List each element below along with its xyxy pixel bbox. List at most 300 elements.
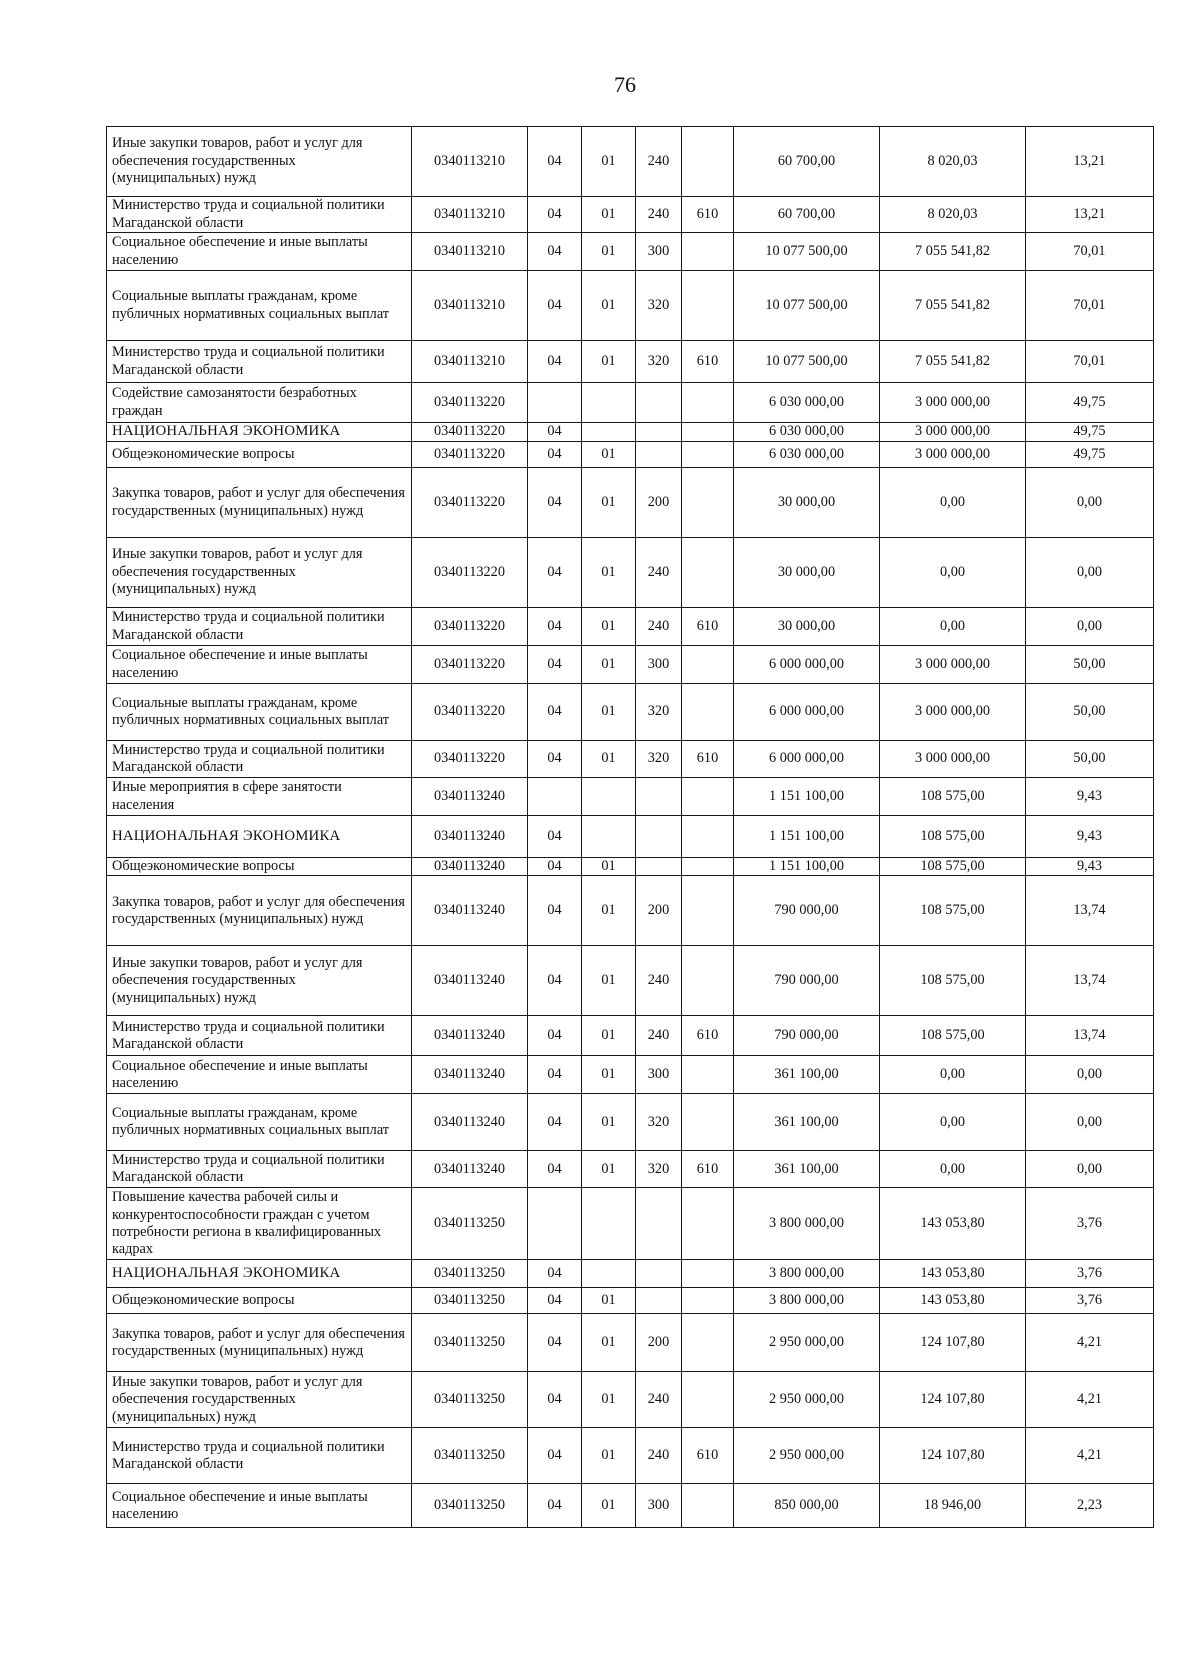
execution-percent: 49,75 bbox=[1026, 442, 1154, 468]
section-code: 04 bbox=[528, 197, 582, 233]
table-row bbox=[107, 423, 1154, 442]
table-row bbox=[107, 946, 1154, 1016]
table-row bbox=[107, 1428, 1154, 1484]
expense-type-code: 320 bbox=[636, 741, 682, 778]
target-article-code: 0340113210 bbox=[412, 341, 528, 383]
expense-type-code bbox=[636, 423, 682, 442]
planned-amount: 1 151 100,00 bbox=[734, 858, 880, 876]
executed-amount: 108 575,00 bbox=[880, 1016, 1026, 1056]
target-article-code: 0340113250 bbox=[412, 1260, 528, 1288]
expense-name: Общеэкономические вопросы bbox=[107, 1288, 412, 1314]
administrator-code bbox=[682, 1094, 734, 1151]
expense-name: Социальное обеспечение и иные выплаты населению bbox=[107, 233, 412, 271]
executed-amount: 7 055 541,82 bbox=[880, 233, 1026, 271]
execution-percent: 3,76 bbox=[1026, 1260, 1154, 1288]
execution-percent: 3,76 bbox=[1026, 1188, 1154, 1260]
subsection-code: 01 bbox=[582, 1016, 636, 1056]
executed-amount: 0,00 bbox=[880, 468, 1026, 538]
expense-type-code: 320 bbox=[636, 1151, 682, 1188]
section-code: 04 bbox=[528, 876, 582, 946]
executed-amount: 0,00 bbox=[880, 1151, 1026, 1188]
administrator-code bbox=[682, 423, 734, 442]
expense-name: НАЦИОНАЛЬНАЯ ЭКОНОМИКА bbox=[107, 423, 412, 442]
expense-name: Социальное обеспечение и иные выплаты населению bbox=[107, 1484, 412, 1528]
planned-amount: 6 000 000,00 bbox=[734, 741, 880, 778]
executed-amount: 124 107,80 bbox=[880, 1428, 1026, 1484]
planned-amount: 3 800 000,00 bbox=[734, 1288, 880, 1314]
subsection-code: 01 bbox=[582, 876, 636, 946]
subsection-code: 01 bbox=[582, 442, 636, 468]
expense-type-code bbox=[636, 442, 682, 468]
execution-percent: 50,00 bbox=[1026, 684, 1154, 741]
execution-percent: 70,01 bbox=[1026, 271, 1154, 341]
planned-amount: 30 000,00 bbox=[734, 608, 880, 646]
executed-amount: 7 055 541,82 bbox=[880, 341, 1026, 383]
administrator-code bbox=[682, 233, 734, 271]
expense-type-code bbox=[636, 778, 682, 816]
expense-name: Закупка товаров, работ и услуг для обеспечения государственных (муниципальных) нужд bbox=[107, 468, 412, 538]
section-code: 04 bbox=[528, 646, 582, 684]
table-row bbox=[107, 233, 1154, 271]
executed-amount: 8 020,03 bbox=[880, 197, 1026, 233]
administrator-code bbox=[682, 684, 734, 741]
executed-amount: 0,00 bbox=[880, 608, 1026, 646]
administrator-code bbox=[682, 778, 734, 816]
section-code: 04 bbox=[528, 341, 582, 383]
expense-type-code bbox=[636, 816, 682, 858]
planned-amount: 30 000,00 bbox=[734, 538, 880, 608]
execution-percent: 4,21 bbox=[1026, 1314, 1154, 1372]
table-row bbox=[107, 1484, 1154, 1528]
expense-name: Содействие самозанятости безработных граждан bbox=[107, 383, 412, 423]
planned-amount: 850 000,00 bbox=[734, 1484, 880, 1528]
expense-type-code: 240 bbox=[636, 1016, 682, 1056]
expense-type-code: 200 bbox=[636, 468, 682, 538]
target-article-code: 0340113220 bbox=[412, 442, 528, 468]
executed-amount: 3 000 000,00 bbox=[880, 442, 1026, 468]
table-row bbox=[107, 741, 1154, 778]
execution-percent: 9,43 bbox=[1026, 858, 1154, 876]
target-article-code: 0340113240 bbox=[412, 858, 528, 876]
target-article-code: 0340113240 bbox=[412, 778, 528, 816]
expense-name: Иные закупки товаров, работ и услуг для обеспечения государственных (муниципальных) нужд bbox=[107, 127, 412, 197]
executed-amount: 8 020,03 bbox=[880, 127, 1026, 197]
execution-percent: 4,21 bbox=[1026, 1372, 1154, 1428]
expense-type-code: 240 bbox=[636, 1372, 682, 1428]
subsection-code: 01 bbox=[582, 233, 636, 271]
executed-amount: 0,00 bbox=[880, 538, 1026, 608]
planned-amount: 2 950 000,00 bbox=[734, 1428, 880, 1484]
subsection-code: 01 bbox=[582, 538, 636, 608]
administrator-code: 610 bbox=[682, 608, 734, 646]
expense-name: Социальные выплаты гражданам, кроме публичных нормативных социальных выплат bbox=[107, 1094, 412, 1151]
expense-type-code: 240 bbox=[636, 538, 682, 608]
executed-amount: 3 000 000,00 bbox=[880, 383, 1026, 423]
table-row bbox=[107, 1288, 1154, 1314]
subsection-code: 01 bbox=[582, 1056, 636, 1094]
administrator-code bbox=[682, 1188, 734, 1260]
target-article-code: 0340113240 bbox=[412, 1056, 528, 1094]
section-code: 04 bbox=[528, 684, 582, 741]
subsection-code: 01 bbox=[582, 946, 636, 1016]
table-row bbox=[107, 341, 1154, 383]
expense-name: Закупка товаров, работ и услуг для обеспечения государственных (муниципальных) нужд bbox=[107, 1314, 412, 1372]
target-article-code: 0340113250 bbox=[412, 1288, 528, 1314]
table-row bbox=[107, 778, 1154, 816]
section-code: 04 bbox=[528, 442, 582, 468]
executed-amount: 3 000 000,00 bbox=[880, 423, 1026, 442]
executed-amount: 143 053,80 bbox=[880, 1288, 1026, 1314]
expense-type-code: 320 bbox=[636, 341, 682, 383]
administrator-code bbox=[682, 646, 734, 684]
page-number: 76 bbox=[614, 72, 636, 97]
expense-name: Общеэкономические вопросы bbox=[107, 858, 412, 876]
executed-amount: 108 575,00 bbox=[880, 778, 1026, 816]
administrator-code bbox=[682, 468, 734, 538]
section-code bbox=[528, 383, 582, 423]
target-article-code: 0340113210 bbox=[412, 127, 528, 197]
expense-type-code: 240 bbox=[636, 127, 682, 197]
execution-percent: 70,01 bbox=[1026, 341, 1154, 383]
planned-amount: 361 100,00 bbox=[734, 1151, 880, 1188]
expense-name: Министерство труда и социальной политики Магаданской области bbox=[107, 197, 412, 233]
expense-type-code: 320 bbox=[636, 271, 682, 341]
execution-percent: 9,43 bbox=[1026, 816, 1154, 858]
subsection-code: 01 bbox=[582, 1428, 636, 1484]
target-article-code: 0340113220 bbox=[412, 741, 528, 778]
table-row bbox=[107, 1188, 1154, 1260]
subsection-code: 01 bbox=[582, 646, 636, 684]
section-code: 04 bbox=[528, 741, 582, 778]
section-code: 04 bbox=[528, 423, 582, 442]
execution-percent: 50,00 bbox=[1026, 646, 1154, 684]
expense-type-code: 240 bbox=[636, 1428, 682, 1484]
execution-percent: 2,23 bbox=[1026, 1484, 1154, 1528]
target-article-code: 0340113240 bbox=[412, 1151, 528, 1188]
section-code: 04 bbox=[528, 1094, 582, 1151]
expense-name: Общеэкономические вопросы bbox=[107, 442, 412, 468]
expense-name: Иные закупки товаров, работ и услуг для обеспечения государственных (муниципальных) нужд bbox=[107, 946, 412, 1016]
expense-name: Социальное обеспечение и иные выплаты населению bbox=[107, 646, 412, 684]
executed-amount: 124 107,80 bbox=[880, 1314, 1026, 1372]
executed-amount: 18 946,00 bbox=[880, 1484, 1026, 1528]
table-row bbox=[107, 1260, 1154, 1288]
section-code: 04 bbox=[528, 1428, 582, 1484]
table-row bbox=[107, 197, 1154, 233]
expense-name: Министерство труда и социальной политики Магаданской области bbox=[107, 341, 412, 383]
planned-amount: 30 000,00 bbox=[734, 468, 880, 538]
execution-percent: 4,21 bbox=[1026, 1428, 1154, 1484]
execution-percent: 50,00 bbox=[1026, 741, 1154, 778]
target-article-code: 0340113240 bbox=[412, 876, 528, 946]
expense-name: Министерство труда и социальной политики Магаданской области bbox=[107, 1151, 412, 1188]
target-article-code: 0340113220 bbox=[412, 383, 528, 423]
target-article-code: 0340113240 bbox=[412, 946, 528, 1016]
planned-amount: 3 800 000,00 bbox=[734, 1260, 880, 1288]
planned-amount: 3 800 000,00 bbox=[734, 1188, 880, 1260]
planned-amount: 10 077 500,00 bbox=[734, 341, 880, 383]
planned-amount: 361 100,00 bbox=[734, 1094, 880, 1151]
table-row bbox=[107, 1094, 1154, 1151]
subsection-code: 01 bbox=[582, 341, 636, 383]
administrator-code bbox=[682, 1314, 734, 1372]
planned-amount: 6 000 000,00 bbox=[734, 684, 880, 741]
planned-amount: 10 077 500,00 bbox=[734, 271, 880, 341]
expense-name: Министерство труда и социальной политики Магаданской области bbox=[107, 608, 412, 646]
section-code bbox=[528, 1188, 582, 1260]
subsection-code: 01 bbox=[582, 127, 636, 197]
expense-type-code: 240 bbox=[636, 608, 682, 646]
expense-type-code: 240 bbox=[636, 197, 682, 233]
expense-type-code: 320 bbox=[636, 684, 682, 741]
administrator-code: 610 bbox=[682, 1016, 734, 1056]
expense-name: Министерство труда и социальной политики Магаданской области bbox=[107, 1428, 412, 1484]
target-article-code: 0340113250 bbox=[412, 1428, 528, 1484]
planned-amount: 790 000,00 bbox=[734, 946, 880, 1016]
expense-name: Министерство труда и социальной политики Магаданской области bbox=[107, 741, 412, 778]
execution-percent: 13,74 bbox=[1026, 876, 1154, 946]
section-code: 04 bbox=[528, 1484, 582, 1528]
administrator-code bbox=[682, 1260, 734, 1288]
execution-percent: 0,00 bbox=[1026, 608, 1154, 646]
executed-amount: 143 053,80 bbox=[880, 1188, 1026, 1260]
administrator-code bbox=[682, 442, 734, 468]
section-code: 04 bbox=[528, 1151, 582, 1188]
target-article-code: 0340113220 bbox=[412, 608, 528, 646]
administrator-code bbox=[682, 127, 734, 197]
target-article-code: 0340113210 bbox=[412, 271, 528, 341]
subsection-code: 01 bbox=[582, 271, 636, 341]
table-row bbox=[107, 608, 1154, 646]
expense-name: Закупка товаров, работ и услуг для обеспечения государственных (муниципальных) нужд bbox=[107, 876, 412, 946]
subsection-code: 01 bbox=[582, 1314, 636, 1372]
administrator-code bbox=[682, 876, 734, 946]
target-article-code: 0340113210 bbox=[412, 197, 528, 233]
expense-name: Социальные выплаты гражданам, кроме публичных нормативных социальных выплат bbox=[107, 271, 412, 341]
planned-amount: 790 000,00 bbox=[734, 876, 880, 946]
planned-amount: 6 030 000,00 bbox=[734, 423, 880, 442]
expense-type-code: 200 bbox=[636, 1314, 682, 1372]
administrator-code bbox=[682, 816, 734, 858]
expense-name: Социальные выплаты гражданам, кроме публичных нормативных социальных выплат bbox=[107, 684, 412, 741]
execution-percent: 0,00 bbox=[1026, 468, 1154, 538]
administrator-code bbox=[682, 383, 734, 423]
subsection-code: 01 bbox=[582, 858, 636, 876]
executed-amount: 108 575,00 bbox=[880, 946, 1026, 1016]
table-row bbox=[107, 468, 1154, 538]
section-code: 04 bbox=[528, 127, 582, 197]
target-article-code: 0340113220 bbox=[412, 646, 528, 684]
execution-percent: 13,21 bbox=[1026, 197, 1154, 233]
subsection-code bbox=[582, 423, 636, 442]
expense-type-code bbox=[636, 1260, 682, 1288]
executed-amount: 0,00 bbox=[880, 1056, 1026, 1094]
section-code: 04 bbox=[528, 1372, 582, 1428]
target-article-code: 0340113220 bbox=[412, 423, 528, 442]
target-article-code: 0340113220 bbox=[412, 684, 528, 741]
administrator-code: 610 bbox=[682, 741, 734, 778]
expense-name: Иные закупки товаров, работ и услуг для обеспечения государственных (муниципальных) нужд bbox=[107, 1372, 412, 1428]
executed-amount: 143 053,80 bbox=[880, 1260, 1026, 1288]
section-code: 04 bbox=[528, 1016, 582, 1056]
expense-type-code bbox=[636, 1288, 682, 1314]
executed-amount: 3 000 000,00 bbox=[880, 646, 1026, 684]
expense-type-code bbox=[636, 383, 682, 423]
table-row bbox=[107, 858, 1154, 876]
target-article-code: 0340113240 bbox=[412, 1016, 528, 1056]
target-article-code: 0340113240 bbox=[412, 1094, 528, 1151]
expense-type-code: 200 bbox=[636, 876, 682, 946]
expense-name: Повышение качества рабочей силы и конкурентоспособности граждан с учетом потребности региона в квалифицированных кадрах bbox=[107, 1188, 412, 1260]
executed-amount: 0,00 bbox=[880, 1094, 1026, 1151]
execution-percent: 13,74 bbox=[1026, 946, 1154, 1016]
expense-name: Министерство труда и социальной политики Магаданской области bbox=[107, 1016, 412, 1056]
planned-amount: 1 151 100,00 bbox=[734, 816, 880, 858]
section-code: 04 bbox=[528, 271, 582, 341]
table-row bbox=[107, 538, 1154, 608]
expense-type-code bbox=[636, 1188, 682, 1260]
planned-amount: 2 950 000,00 bbox=[734, 1314, 880, 1372]
planned-amount: 10 077 500,00 bbox=[734, 233, 880, 271]
section-code: 04 bbox=[528, 233, 582, 271]
execution-percent: 0,00 bbox=[1026, 1056, 1154, 1094]
expense-type-code: 300 bbox=[636, 646, 682, 684]
subsection-code: 01 bbox=[582, 1151, 636, 1188]
table-row bbox=[107, 1151, 1154, 1188]
execution-percent: 49,75 bbox=[1026, 383, 1154, 423]
executed-amount: 108 575,00 bbox=[880, 876, 1026, 946]
executed-amount: 3 000 000,00 bbox=[880, 684, 1026, 741]
planned-amount: 790 000,00 bbox=[734, 1016, 880, 1056]
target-article-code: 0340113250 bbox=[412, 1372, 528, 1428]
subsection-code: 01 bbox=[582, 741, 636, 778]
planned-amount: 2 950 000,00 bbox=[734, 1372, 880, 1428]
expense-name: Иные мероприятия в сфере занятости населения bbox=[107, 778, 412, 816]
subsection-code: 01 bbox=[582, 1094, 636, 1151]
section-code: 04 bbox=[528, 1056, 582, 1094]
expense-type-code: 240 bbox=[636, 946, 682, 1016]
expense-type-code: 300 bbox=[636, 1056, 682, 1094]
subsection-code bbox=[582, 1260, 636, 1288]
section-code: 04 bbox=[528, 816, 582, 858]
executed-amount: 108 575,00 bbox=[880, 858, 1026, 876]
subsection-code: 01 bbox=[582, 1372, 636, 1428]
planned-amount: 60 700,00 bbox=[734, 127, 880, 197]
expense-name: НАЦИОНАЛЬНАЯ ЭКОНОМИКА bbox=[107, 816, 412, 858]
administrator-code: 610 bbox=[682, 1151, 734, 1188]
table-row bbox=[107, 1372, 1154, 1428]
section-code: 04 bbox=[528, 858, 582, 876]
section-code: 04 bbox=[528, 468, 582, 538]
table-body bbox=[107, 127, 1154, 1528]
subsection-code bbox=[582, 1188, 636, 1260]
administrator-code bbox=[682, 1372, 734, 1428]
section-code: 04 bbox=[528, 946, 582, 1016]
planned-amount: 6 000 000,00 bbox=[734, 646, 880, 684]
administrator-code bbox=[682, 538, 734, 608]
target-article-code: 0340113240 bbox=[412, 816, 528, 858]
section-code: 04 bbox=[528, 1314, 582, 1372]
executed-amount: 108 575,00 bbox=[880, 816, 1026, 858]
expense-type-code: 300 bbox=[636, 1484, 682, 1528]
execution-percent: 49,75 bbox=[1026, 423, 1154, 442]
administrator-code bbox=[682, 1288, 734, 1314]
expense-type-code bbox=[636, 858, 682, 876]
table-row bbox=[107, 1314, 1154, 1372]
table-row bbox=[107, 684, 1154, 741]
execution-percent: 3,76 bbox=[1026, 1288, 1154, 1314]
subsection-code bbox=[582, 383, 636, 423]
administrator-code bbox=[682, 1056, 734, 1094]
execution-percent: 13,21 bbox=[1026, 127, 1154, 197]
planned-amount: 6 030 000,00 bbox=[734, 442, 880, 468]
subsection-code: 01 bbox=[582, 684, 636, 741]
subsection-code: 01 bbox=[582, 608, 636, 646]
administrator-code bbox=[682, 271, 734, 341]
administrator-code bbox=[682, 858, 734, 876]
administrator-code: 610 bbox=[682, 341, 734, 383]
table-row bbox=[107, 646, 1154, 684]
execution-percent: 0,00 bbox=[1026, 538, 1154, 608]
subsection-code bbox=[582, 816, 636, 858]
target-article-code: 0340113220 bbox=[412, 468, 528, 538]
table-row bbox=[107, 816, 1154, 858]
section-code: 04 bbox=[528, 608, 582, 646]
executed-amount: 3 000 000,00 bbox=[880, 741, 1026, 778]
subsection-code: 01 bbox=[582, 1484, 636, 1528]
planned-amount: 6 030 000,00 bbox=[734, 383, 880, 423]
executed-amount: 124 107,80 bbox=[880, 1372, 1026, 1428]
planned-amount: 60 700,00 bbox=[734, 197, 880, 233]
expense-type-code: 300 bbox=[636, 233, 682, 271]
execution-percent: 9,43 bbox=[1026, 778, 1154, 816]
target-article-code: 0340113250 bbox=[412, 1484, 528, 1528]
expense-name: Иные закупки товаров, работ и услуг для обеспечения государственных (муниципальных) нужд bbox=[107, 538, 412, 608]
subsection-code bbox=[582, 778, 636, 816]
execution-percent: 0,00 bbox=[1026, 1094, 1154, 1151]
section-code: 04 bbox=[528, 1288, 582, 1314]
target-article-code: 0340113220 bbox=[412, 538, 528, 608]
subsection-code: 01 bbox=[582, 1288, 636, 1314]
expense-type-code: 320 bbox=[636, 1094, 682, 1151]
table-row bbox=[107, 1056, 1154, 1094]
execution-percent: 70,01 bbox=[1026, 233, 1154, 271]
target-article-code: 0340113250 bbox=[412, 1314, 528, 1372]
table-row bbox=[107, 127, 1154, 197]
table-row bbox=[107, 1016, 1154, 1056]
target-article-code: 0340113210 bbox=[412, 233, 528, 271]
expense-name: Социальное обеспечение и иные выплаты населению bbox=[107, 1056, 412, 1094]
section-code: 04 bbox=[528, 1260, 582, 1288]
table-row bbox=[107, 383, 1154, 423]
section-code: 04 bbox=[528, 538, 582, 608]
subsection-code: 01 bbox=[582, 197, 636, 233]
table-row bbox=[107, 271, 1154, 341]
administrator-code bbox=[682, 1484, 734, 1528]
execution-percent: 13,74 bbox=[1026, 1016, 1154, 1056]
administrator-code: 610 bbox=[682, 1428, 734, 1484]
table-row bbox=[107, 876, 1154, 946]
administrator-code bbox=[682, 946, 734, 1016]
executed-amount: 7 055 541,82 bbox=[880, 271, 1026, 341]
table-row bbox=[107, 442, 1154, 468]
planned-amount: 1 151 100,00 bbox=[734, 778, 880, 816]
subsection-code: 01 bbox=[582, 468, 636, 538]
section-code bbox=[528, 778, 582, 816]
target-article-code: 0340113250 bbox=[412, 1188, 528, 1260]
planned-amount: 361 100,00 bbox=[734, 1056, 880, 1094]
execution-percent: 0,00 bbox=[1026, 1151, 1154, 1188]
